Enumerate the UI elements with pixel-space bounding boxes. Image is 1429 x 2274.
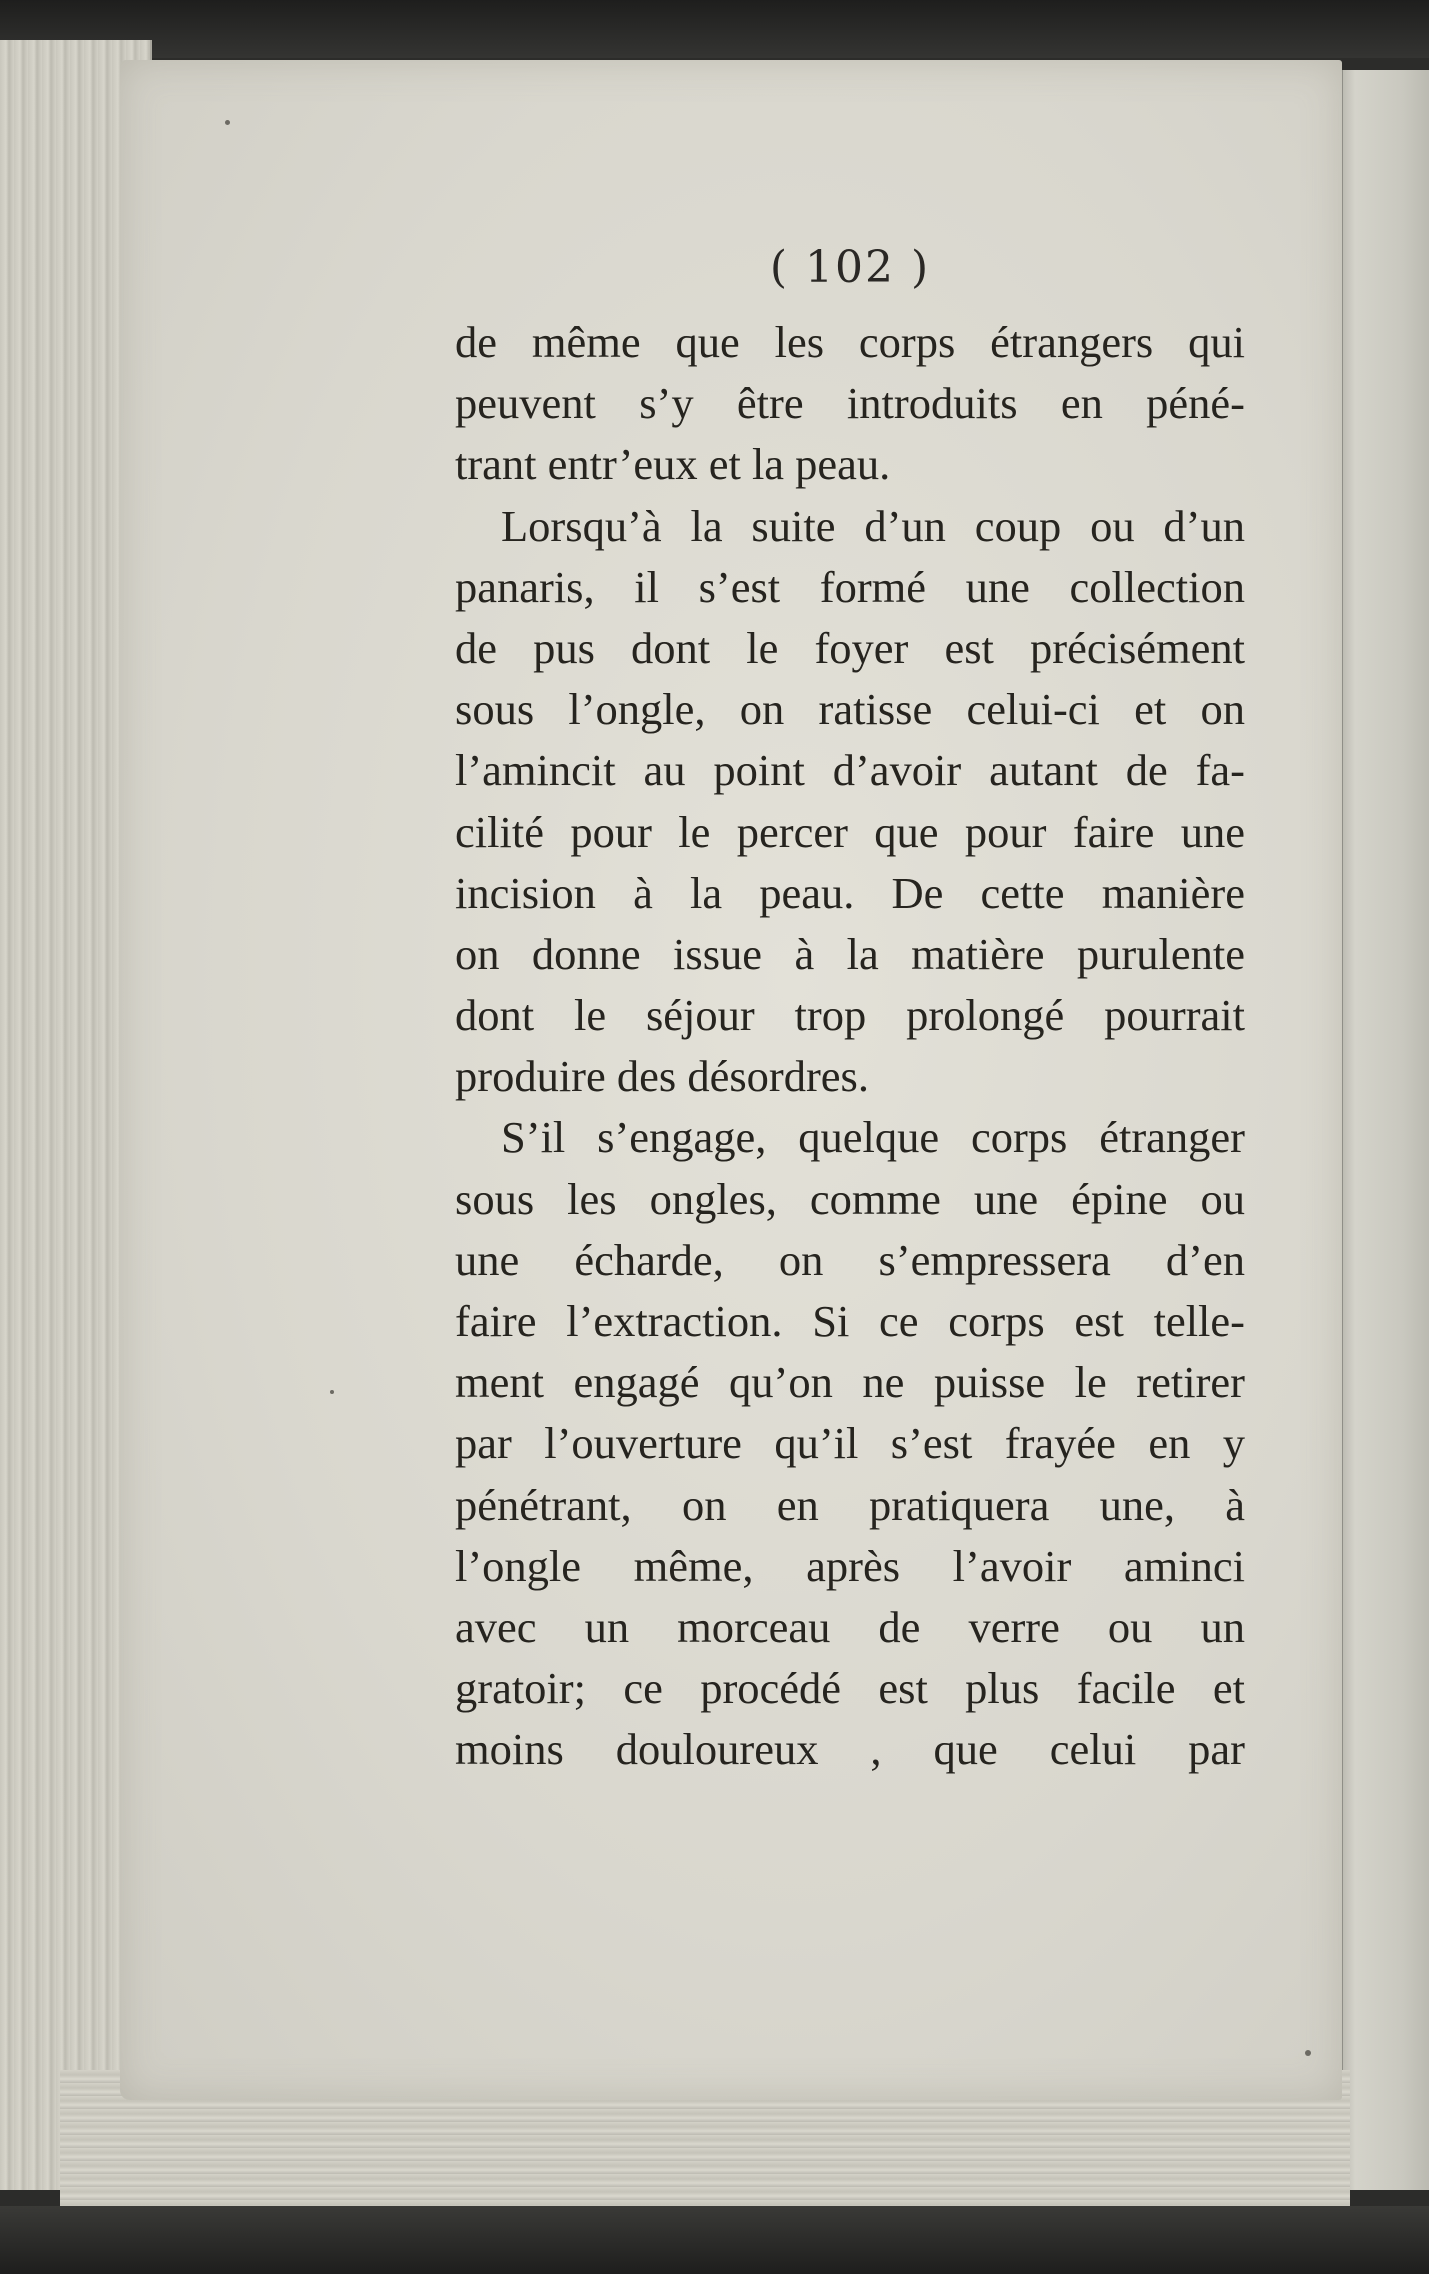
text-line: de pus dont le foyer est précisément — [455, 622, 1245, 673]
text-line: moins douloureux , que celui par — [455, 1724, 1245, 1775]
text-line: de même que les corps étrangers qui — [455, 317, 1245, 367]
scanner-background-bottom — [0, 2206, 1429, 2274]
text-line: dont le séjour trop prolongé pourrait — [455, 990, 1245, 1041]
text-line: produire des désordres. — [455, 1051, 869, 1102]
text-line: faire l’extraction. Si ce corps est telle- — [455, 1296, 1245, 1346]
scanner-background-top — [0, 0, 1429, 58]
text-line: Lorsqu’à la suite d’un coup ou d’un — [501, 500, 1245, 551]
text-line: avec un morceau de verre ou un — [455, 1601, 1245, 1652]
text-line: cilité pour le percer que pour faire une — [455, 806, 1245, 857]
text-line: sous l’ongle, on ratisse celui-ci et on — [455, 684, 1245, 735]
text-line: par l’ouverture qu’il s’est frayée en y — [455, 1418, 1245, 1469]
text-line: pénétrant, on en pratiquera une, à — [455, 1479, 1245, 1530]
body-text — [455, 312, 1245, 1781]
text-line: incision à la peau. De cette manière — [455, 867, 1245, 918]
text-line: ment engagé qu’on ne puisse le retirer — [455, 1357, 1245, 1408]
text-line: une écharde, on s’empressera d’en — [455, 1234, 1245, 1285]
text-line: on donne issue à la matière purulente — [455, 928, 1245, 979]
text-line: l’amincit au point d’avoir autant de fa- — [455, 745, 1245, 796]
text-line: sous les ongles, comme une épine ou — [455, 1173, 1245, 1224]
text-line: peuvent s’y être introduits en péné- — [455, 378, 1245, 429]
paper-speck — [1305, 2050, 1311, 2056]
page-number: ( 102 ) — [769, 242, 931, 293]
paper-speck — [330, 1390, 334, 1394]
text-line: S’il s’engage, quelque corps étranger — [501, 1112, 1245, 1163]
text-line: l’ongle même, après l’avoir aminci — [455, 1540, 1245, 1591]
text-line: panaris, il s’est formé une collection — [455, 561, 1245, 612]
paper-speck — [225, 120, 230, 125]
text-line: gratoir; ce procédé est plus facile et — [455, 1663, 1245, 1714]
facing-page-edge — [1340, 70, 1429, 2190]
text-line: trant entr’eux et la peau. — [455, 439, 891, 490]
